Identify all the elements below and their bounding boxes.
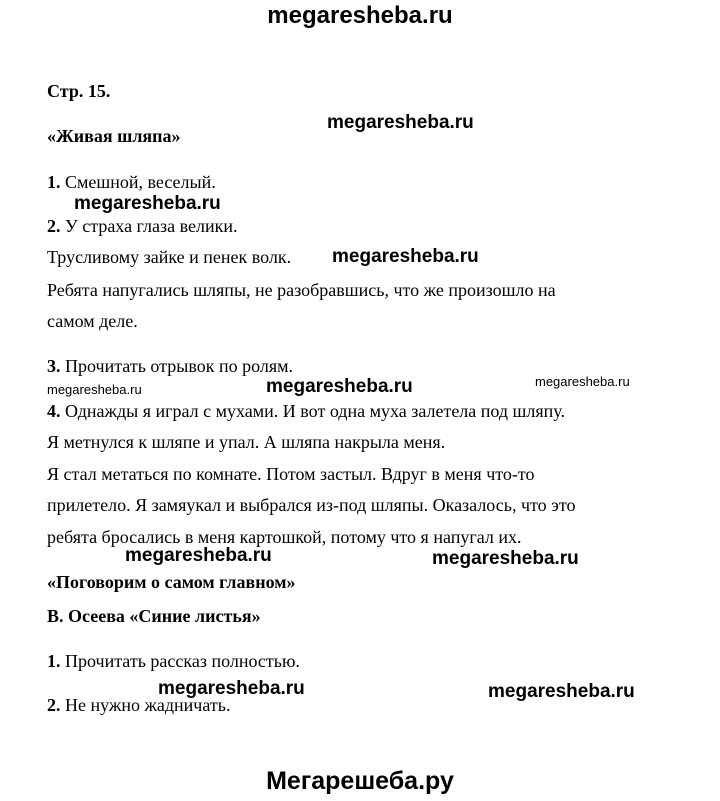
- item-text: самом деле.: [47, 311, 138, 331]
- watermark: megaresheba.ru: [47, 382, 142, 397]
- watermark: megaresheba.ru: [74, 193, 221, 214]
- item-text: Я метнулся к шляпе и упал. А шляпа накрыла меня.: [47, 432, 446, 452]
- item-text: Ребята напугались шляпы, не разобравшись, что же произошло на: [47, 280, 556, 300]
- section-subtitle: В. Осеева «Синие листья»: [47, 606, 261, 626]
- answer-line: [47, 279, 556, 301]
- item-number: 1.: [47, 651, 61, 671]
- watermark: megaresheba.ru: [158, 678, 305, 699]
- watermark: megaresheba.ru: [488, 681, 635, 702]
- answer-line: [47, 494, 575, 516]
- answer-line: [47, 246, 291, 268]
- item-number: 2.: [47, 216, 61, 236]
- item-text: прилетело. Я замяукал и выбрался из-под шляпы. Оказалось, что это: [47, 495, 576, 515]
- site-header: megaresheba.ru: [267, 2, 453, 29]
- section-title: «Живая шляпа»: [47, 126, 181, 146]
- item-text: У страха глаза велики.: [60, 216, 238, 236]
- section-title: «Поговорим о самом главном»: [47, 572, 296, 592]
- answer-line: [47, 650, 300, 672]
- item-number: 3.: [47, 356, 61, 376]
- answer-line: [47, 400, 565, 422]
- answer-line: [47, 431, 445, 453]
- item-text: Я стал метаться по комнате. Потом застыл. Вдруг в меня что-то: [47, 464, 535, 484]
- answer-line: [47, 463, 535, 485]
- answer-line: [47, 215, 237, 237]
- item-text: Не нужно жадничать.: [60, 695, 231, 715]
- item-number: 2.: [47, 695, 61, 715]
- item-text: ребята бросались в меня картошкой, потому что я напугал их.: [47, 527, 522, 547]
- page-label: Стр. 15.: [47, 81, 111, 101]
- watermark: megaresheba.ru: [535, 374, 630, 389]
- item-text: Однажды я играл с мухами. И вот одна муха залетела под шляпу.: [60, 401, 566, 421]
- watermark: megaresheba.ru: [327, 112, 474, 133]
- answer-line: [47, 526, 522, 548]
- item-text: Прочитать отрывок по ролям.: [60, 356, 294, 376]
- answer-line: [47, 355, 293, 377]
- watermark: megaresheba.ru: [125, 545, 272, 566]
- site-footer: Мегарешеба.ру: [266, 767, 454, 795]
- watermark: megaresheba.ru: [332, 246, 479, 267]
- watermark: megaresheba.ru: [432, 548, 579, 569]
- answer-line: [47, 310, 138, 332]
- item-number: 1.: [47, 172, 61, 192]
- item-text: Трусливому зайке и пенек волк.: [47, 247, 292, 267]
- item-text: Смешной, веселый.: [60, 172, 216, 192]
- item-text: Прочитать рассказ полностью.: [60, 651, 300, 671]
- watermark: megaresheba.ru: [266, 376, 413, 397]
- answer-line: [47, 171, 216, 193]
- item-number: 4.: [47, 401, 61, 421]
